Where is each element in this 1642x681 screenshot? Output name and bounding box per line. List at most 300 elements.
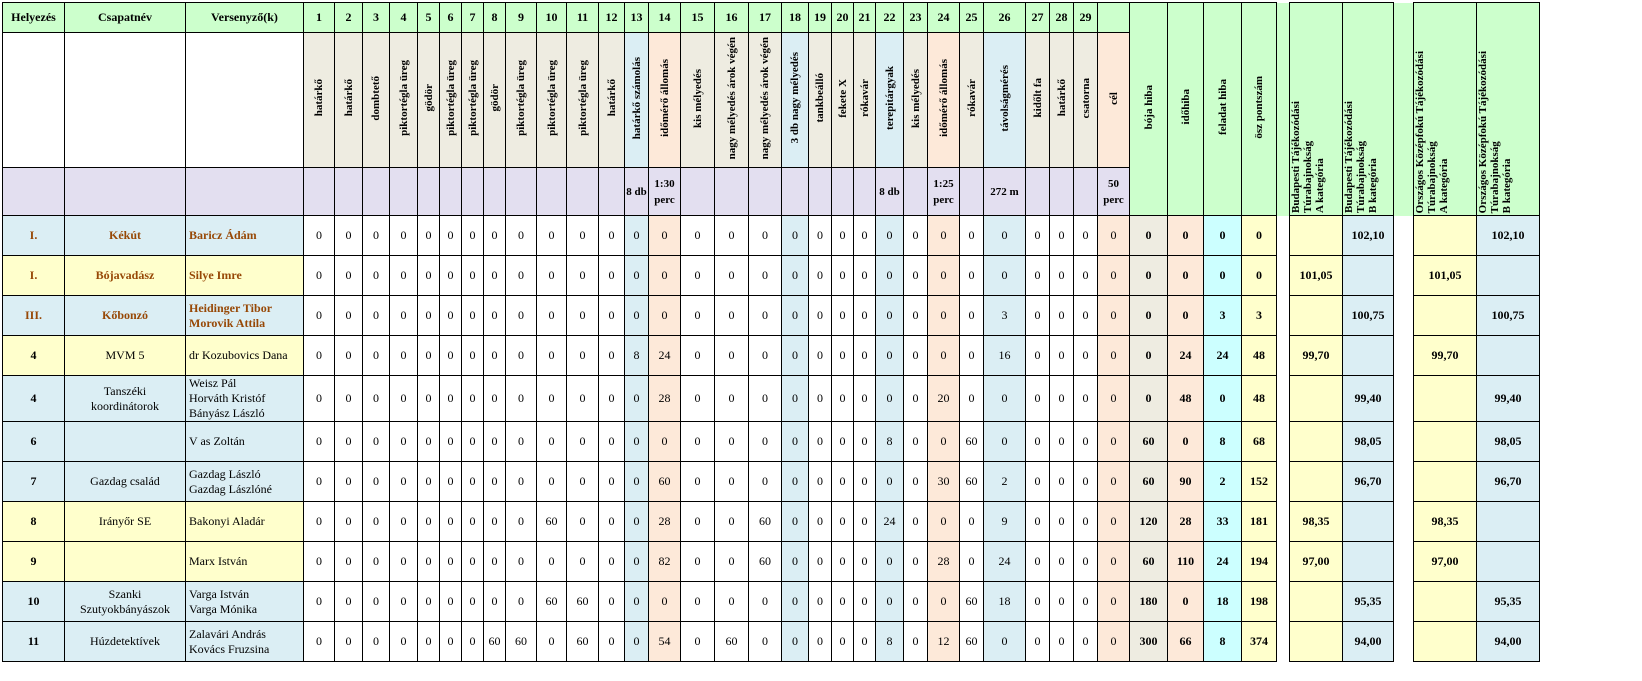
rank-cell: I. [3,216,65,256]
score-cell: 0 [1026,296,1050,336]
station-name [1098,33,1130,168]
feladat-hiba-cell: 8 [1204,422,1242,462]
score-cell: 0 [335,422,363,462]
gap-cell [1394,376,1414,422]
idohiba-cell: 0 [1168,256,1204,296]
category-score-cell [1290,376,1343,422]
gap-cell [1394,542,1414,582]
score-cell: 0 [1026,622,1050,662]
score-cell: 0 [809,376,832,422]
score-cell: 18 [984,582,1026,622]
category-score-cell: 96,70 [1477,462,1540,502]
station-name-label: időmérő állomás [937,59,950,137]
category-score-cell [1477,256,1540,296]
score-cell: 0 [625,502,649,542]
station-number: 14 [649,3,681,33]
station-note [363,168,390,216]
station-name [960,33,984,168]
station-name [506,33,537,168]
score-cell: 0 [363,376,390,422]
score-cell: 0 [440,462,462,502]
category-header-label: Országos Középfokú Tájékozódási Túrabajnokság A kategória [1414,50,1450,213]
station-number: 28 [1050,3,1074,33]
score-cell: 0 [506,256,537,296]
score-cell: 0 [715,462,749,502]
score-cell: 0 [440,296,462,336]
gap-cell [1277,502,1290,542]
station-number: 15 [681,3,715,33]
station-name-label: piktortégla üreg [576,60,589,136]
category-score-cell [1414,582,1477,622]
score-cell: 0 [1074,256,1098,296]
score-cell: 0 [1098,622,1130,662]
score-cell: 0 [649,296,681,336]
station-name-label: gödör [422,84,435,112]
table-row [3,462,1540,502]
score-cell: 0 [854,462,876,502]
score-cell: 0 [1050,376,1074,422]
gap-cell [1394,256,1414,296]
station-name [1026,33,1050,168]
score-cell: 0 [782,376,809,422]
category-score-cell: 94,00 [1343,622,1394,662]
score-cell: 0 [749,296,782,336]
station-number: 10 [537,3,567,33]
score-cell: 0 [390,336,418,376]
osz-pontszam-cell: 152 [1242,462,1277,502]
team-cell: MVM 5 [65,336,186,376]
score-cell: 0 [418,216,440,256]
score-cell: 0 [1098,422,1130,462]
team-cell: Gazdag család [65,462,186,502]
score-cell: 0 [1098,376,1130,422]
score-cell: 0 [876,256,904,296]
station-number: 8 [484,3,506,33]
boja-hiba-cell: 60 [1130,422,1168,462]
score-cell: 0 [506,542,537,582]
station-number: 1 [304,3,335,33]
station-note [681,168,715,216]
score-cell: 0 [390,216,418,256]
station-name-label: cél [1107,91,1120,105]
score-cell: 0 [537,422,567,462]
score-cell: 0 [335,462,363,502]
idohiba-cell: 28 [1168,502,1204,542]
score-cell: 0 [960,216,984,256]
station-number: 2 [335,3,363,33]
table-row [3,502,1540,542]
score-cell: 0 [681,296,715,336]
feladat-hiba-cell: 24 [1204,336,1242,376]
score-cell: 0 [904,582,928,622]
score-cell: 0 [1074,582,1098,622]
score-cell: 0 [599,502,625,542]
boja-hiba-cell: 0 [1130,256,1168,296]
score-cell: 0 [390,622,418,662]
score-cell: 8 [625,336,649,376]
team-cell: Húzdetektívek [65,622,186,662]
score-cell: 0 [1074,296,1098,336]
station-name-label: nagy mélyedés árok végén [759,36,771,160]
score-cell: 0 [1026,542,1050,582]
category-header-label: Budapesti Tájékozódási Túrabajnokság A kategória [1290,101,1326,213]
score-cell: 0 [363,582,390,622]
category-score-cell [1343,542,1394,582]
competitor-cell: Varga István Varga Mónika [186,582,304,622]
score-cell: 0 [304,622,335,662]
score-cell: 0 [782,336,809,376]
gap-cell [1394,582,1414,622]
score-cell: 0 [1050,622,1074,662]
score-cell: 0 [1050,296,1074,336]
score-cell: 0 [625,256,649,296]
score-cell: 2 [984,462,1026,502]
category-score-cell: 94,00 [1477,622,1540,662]
score-cell: 0 [782,256,809,296]
score-cell: 0 [506,582,537,622]
score-cell: 0 [1050,256,1074,296]
score-cell: 0 [418,336,440,376]
score-cell: 0 [462,502,484,542]
score-cell: 0 [854,502,876,542]
score-cell: 0 [854,216,876,256]
score-cell: 0 [715,542,749,582]
score-cell: 0 [440,582,462,622]
score-cell: 0 [390,462,418,502]
score-cell: 0 [537,216,567,256]
score-cell: 0 [649,422,681,462]
station-name [984,33,1026,168]
score-cell: 0 [832,296,854,336]
station-number: 23 [904,3,928,33]
score-cell: 0 [876,336,904,376]
score-cell: 0 [335,256,363,296]
score-cell: 0 [537,462,567,502]
score-cell: 0 [1098,542,1130,582]
score-cell: 0 [440,622,462,662]
score-cell: 0 [506,462,537,502]
score-cell: 0 [876,542,904,582]
station-number: 25 [960,3,984,33]
score-cell: 0 [1026,336,1050,376]
idohiba-cell: 48 [1168,376,1204,422]
score-cell: 0 [304,542,335,582]
empty-cell [186,33,304,168]
summary-header-osz_pontszam [1242,3,1277,216]
score-cell: 0 [537,542,567,582]
score-cell: 0 [681,422,715,462]
feladat-hiba-cell: 18 [1204,582,1242,622]
station-number: 12 [599,3,625,33]
score-cell: 0 [832,462,854,502]
station-number: 24 [928,3,960,33]
station-note [390,168,418,216]
score-cell: 0 [832,216,854,256]
score-cell: 0 [904,216,928,256]
category-header [1290,3,1343,216]
score-cell: 0 [418,422,440,462]
score-cell: 0 [537,336,567,376]
osz-pontszam-cell: 0 [1242,256,1277,296]
category-score-cell [1477,336,1540,376]
competitor-cell: dr Kozubovics Dana [186,336,304,376]
category-score-cell: 100,75 [1477,296,1540,336]
station-number: 18 [782,3,809,33]
score-cell: 0 [484,336,506,376]
score-cell: 0 [335,376,363,422]
station-note [440,168,462,216]
score-cell: 0 [928,422,960,462]
station-name-label: határkő [605,79,618,117]
score-cell: 0 [462,256,484,296]
score-cell: 24 [984,542,1026,582]
score-cell: 0 [506,502,537,542]
score-cell: 0 [506,336,537,376]
station-name-label: kis mélyedés [691,68,704,128]
station-name [567,33,599,168]
score-cell: 0 [506,296,537,336]
station-name-label: dombtető [370,75,382,121]
score-cell: 0 [960,502,984,542]
score-cell: 0 [782,216,809,256]
empty-cell [65,33,186,168]
gap-cell [1277,256,1290,296]
rank-cell: I. [3,256,65,296]
score-cell: 0 [418,502,440,542]
station-note [1074,168,1098,216]
score-cell: 0 [625,582,649,622]
score-cell: 0 [681,336,715,376]
score-cell: 0 [1074,336,1098,376]
score-cell: 0 [625,376,649,422]
score-cell: 0 [304,376,335,422]
score-cell: 0 [567,542,599,582]
station-number: 4 [390,3,418,33]
score-cell: 0 [715,502,749,542]
score-cell: 0 [832,502,854,542]
category-score-cell: 99,40 [1477,376,1540,422]
score-cell: 0 [363,216,390,256]
station-number: 16 [715,3,749,33]
score-cell: 0 [599,256,625,296]
score-cell: 28 [649,376,681,422]
header-helyezes: Helyezés [3,3,65,33]
team-cell: Kékút [65,216,186,256]
score-cell: 0 [537,622,567,662]
team-cell [65,422,186,462]
gap-cell [1277,216,1290,256]
station-note [537,168,567,216]
score-cell: 0 [960,296,984,336]
score-cell: 0 [484,376,506,422]
table-row [3,296,1540,336]
score-cell: 0 [567,336,599,376]
boja-hiba-cell: 0 [1130,376,1168,422]
category-score-cell: 99,70 [1414,336,1477,376]
summary-header-label: időhiba [1179,89,1192,125]
score-cell: 0 [904,336,928,376]
score-cell: 0 [681,582,715,622]
category-header [1343,3,1394,216]
category-score-cell: 101,05 [1290,256,1343,296]
category-score-cell: 99,70 [1290,336,1343,376]
feladat-hiba-cell: 0 [1204,216,1242,256]
idohiba-cell: 0 [1168,216,1204,256]
score-cell: 0 [749,216,782,256]
station-number: 26 [984,3,1026,33]
category-header [1477,3,1540,216]
team-cell: Szanki Szutyokbányászok [65,582,186,622]
score-cell: 0 [625,542,649,582]
score-cell: 0 [567,422,599,462]
score-cell: 0 [681,216,715,256]
rank-cell: 6 [3,422,65,462]
feladat-hiba-cell: 3 [1204,296,1242,336]
station-name [363,33,390,168]
idohiba-cell: 0 [1168,296,1204,336]
station-name [904,33,928,168]
score-cell: 0 [418,462,440,502]
station-note: 8 db [625,168,649,216]
table-row [3,422,1540,462]
rank-cell: 4 [3,376,65,422]
station-number: 5 [418,3,440,33]
rank-cell: 4 [3,336,65,376]
station-note [1050,168,1074,216]
rank-cell: 7 [3,462,65,502]
score-cell: 0 [1026,422,1050,462]
score-cell: 0 [567,256,599,296]
osz-pontszam-cell: 198 [1242,582,1277,622]
score-cell: 0 [418,542,440,582]
category-header-label: Budapesti Tájékozódási Túrabajnokság B kategória [1343,101,1379,213]
score-cell: 0 [1074,216,1098,256]
table-row [3,582,1540,622]
gap-cell [1277,622,1290,662]
score-cell: 60 [960,622,984,662]
score-cell: 0 [928,502,960,542]
station-note [809,168,832,216]
score-cell: 0 [749,622,782,662]
feladat-hiba-cell: 0 [1204,376,1242,422]
score-cell: 0 [484,296,506,336]
category-header-label: Országos Középfokú Tájékozódási Túrabajnokság B kategória [1477,50,1513,213]
score-cell: 0 [832,622,854,662]
score-cell: 60 [960,462,984,502]
score-cell: 0 [390,422,418,462]
score-cell: 0 [1074,376,1098,422]
category-score-cell [1343,256,1394,296]
summary-header-feladat_hiba [1204,3,1242,216]
score-cell: 0 [1050,582,1074,622]
score-cell: 0 [782,582,809,622]
table-row [3,336,1540,376]
score-cell: 0 [1074,422,1098,462]
station-number: 22 [876,3,904,33]
score-cell: 24 [649,336,681,376]
score-cell: 0 [440,256,462,296]
station-number: 3 [363,3,390,33]
score-cell: 0 [484,462,506,502]
station-name [749,33,782,168]
station-note: 272 m [984,168,1026,216]
station-name [304,33,335,168]
score-cell: 60 [537,502,567,542]
score-cell: 0 [809,542,832,582]
station-note [418,168,440,216]
score-cell: 0 [462,422,484,462]
score-cell: 0 [484,542,506,582]
results-table [2,2,1540,662]
score-cell: 0 [567,502,599,542]
score-cell: 0 [390,376,418,422]
score-cell: 0 [904,462,928,502]
score-cell: 0 [681,376,715,422]
score-cell: 0 [876,216,904,256]
station-name [715,33,749,168]
score-cell: 0 [625,622,649,662]
score-cell: 0 [625,422,649,462]
feladat-hiba-cell: 24 [1204,542,1242,582]
score-cell: 0 [625,216,649,256]
score-cell: 0 [832,376,854,422]
score-cell: 0 [715,422,749,462]
category-score-cell: 102,10 [1477,216,1540,256]
station-name-label: kidőlt fa [1031,78,1044,118]
station-note [304,168,335,216]
feladat-hiba-cell: 2 [1204,462,1242,502]
score-cell: 0 [462,582,484,622]
score-cell: 0 [832,336,854,376]
station-number: 13 [625,3,649,33]
score-cell: 0 [537,376,567,422]
score-cell: 0 [484,582,506,622]
score-cell: 0 [335,502,363,542]
station-name-label: 3 db nagy mélyedés [789,52,801,144]
score-cell: 0 [854,582,876,622]
competitor-cell: V as Zoltán [186,422,304,462]
osz-pontszam-cell: 181 [1242,502,1277,542]
category-score-cell [1290,216,1343,256]
score-cell: 0 [462,216,484,256]
feladat-hiba-cell: 33 [1204,502,1242,542]
station-number: 7 [462,3,484,33]
score-cell: 0 [904,296,928,336]
station-name-label: piktortégla üreg [444,60,457,136]
score-cell: 0 [506,216,537,256]
station-number: 9 [506,3,537,33]
idohiba-cell: 110 [1168,542,1204,582]
station-note [782,168,809,216]
station-name-label: piktortégla üreg [397,60,410,136]
score-cell: 0 [960,256,984,296]
osz-pontszam-cell: 3 [1242,296,1277,336]
score-cell: 0 [599,336,625,376]
score-cell: 0 [567,296,599,336]
score-cell: 0 [854,542,876,582]
score-cell: 0 [304,502,335,542]
score-cell: 0 [854,622,876,662]
score-cell: 0 [363,502,390,542]
competitor-cell: Weisz Pál Horváth Kristóf Bányász László [186,376,304,422]
score-cell: 0 [832,256,854,296]
category-score-cell: 97,00 [1290,542,1343,582]
score-cell: 3 [984,296,1026,336]
competitor-cell: Silye Imre [186,256,304,296]
station-number: 11 [567,3,599,33]
score-cell: 0 [304,582,335,622]
boja-hiba-cell: 0 [1130,336,1168,376]
